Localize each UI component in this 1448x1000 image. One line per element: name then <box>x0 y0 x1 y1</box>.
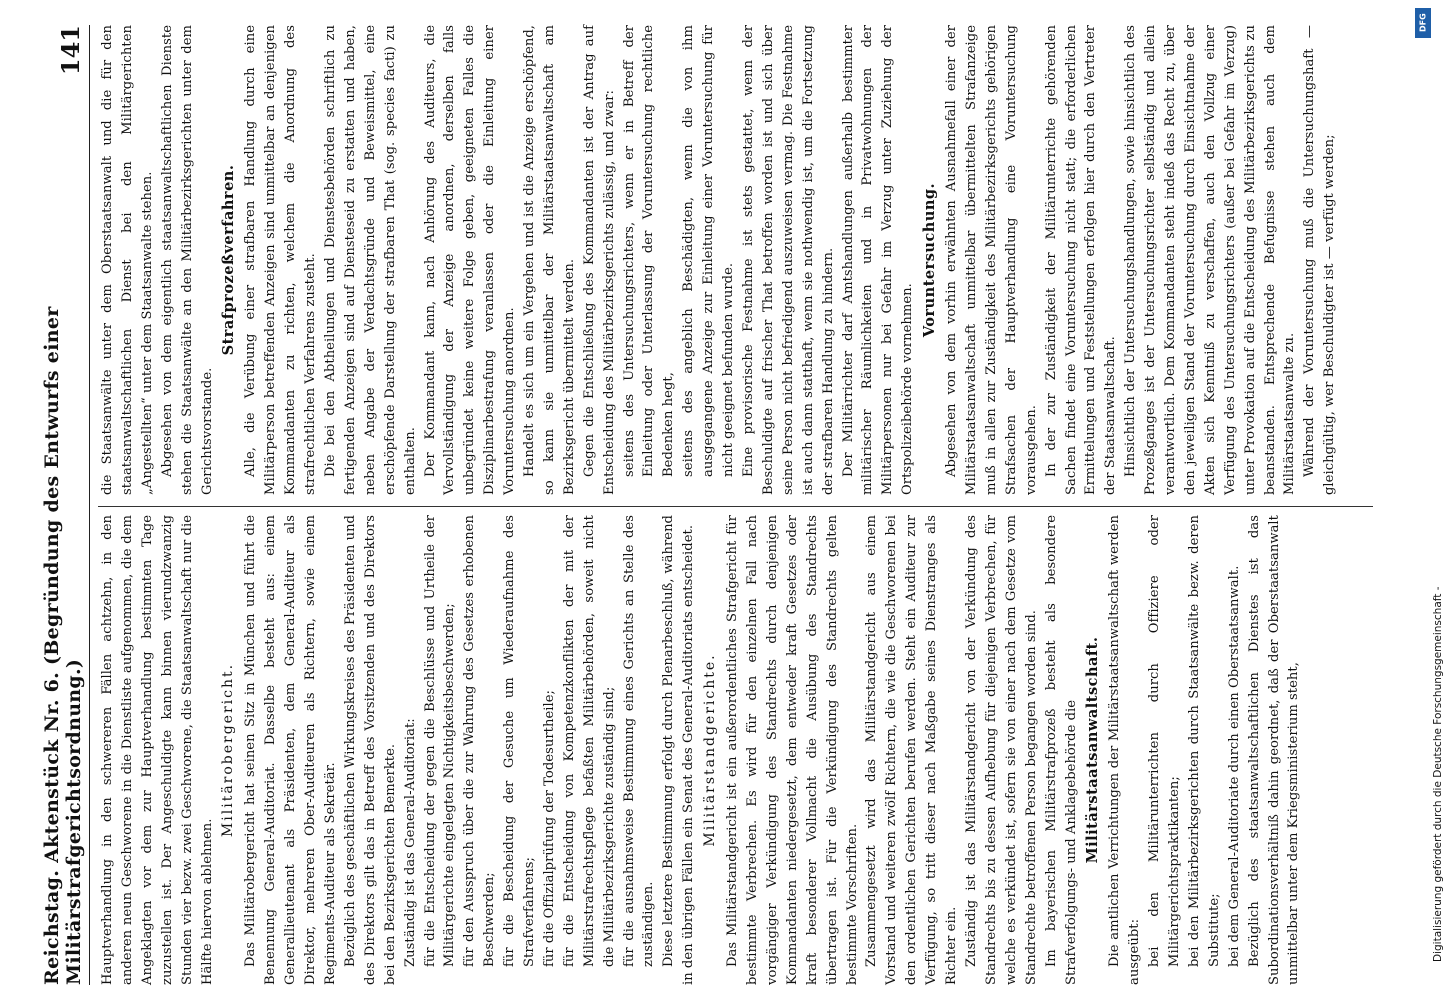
paragraph: Der Kommandant kann, nach Anhörung des Auditeurs, die Vervollständigung der Anzeige anordnen, derselben falls unbegründet keine weitere Folge geben, geeigneten Falles die Disziplinarbestrafung veranlassen oder die Einleitung einer Voruntersuchung anordnen. <box>422 25 518 495</box>
digitization-note-text: Digitalisierung gefördert durch die Deutsche Forschungsgemeinschaft - <box>1432 586 1444 962</box>
digitization-note <box>1410 22 1444 982</box>
list-item: für die Bescheidung der Gesuche um Wiederaufnahme des Strafverfahrens; <box>502 515 538 967</box>
paragraph: Abgesehen von dem eigentlich staatsanwaltschaftlichen Dienste stehen die Staatsanwälte an den Militärbezirksgerichten unter dem Gerichtsvorstande. <box>159 25 215 495</box>
column-left <box>98 515 1373 985</box>
list-item: für die ausnahmsweise Bestimmung eines Gerichts an Stelle des zuständigen. <box>621 515 657 967</box>
paragraph: Abgesehen von dem vorhin erwähnten Ausnahmefall einer der Militärstaatsanwaltschaft unmittelbar übermittelten Strafanzeige muß in allen zur Zuständigkeit des Militärbezirksgerichts gehörigen Strafsachen der Hauptverhandlung eine Voruntersuchung vorausgehen. <box>944 25 1039 495</box>
list-item: bei den Militärbezirksgerichten durch Staatsanwälte bezw. deren Substitute; <box>1186 515 1222 967</box>
section-heading: Voruntersuchung. <box>921 182 939 338</box>
section-heading: Militärstandgerichte. <box>702 653 719 847</box>
paragraph: Eine provisorische Festnahme ist stets gestattet, wenn der Beschuldigte auf frischer That betroffen worden ist und sich über seine Person nicht befriedigend auszuweisen vermag. Die Festnahme ist auch dann statthaft, wenn sie nothwendig ist, um die Fortsetzung der strafbaren Handlung zu hindern. <box>741 25 836 495</box>
dfg-logo: DFG <box>1415 8 1431 38</box>
page-number: 141 <box>56 25 85 76</box>
text-columns <box>98 25 1373 985</box>
paragraph: Das Militärobergericht hat seinen Sitz in München und führt die Benennung General-Auditoriat. Dasselbe besteht aus: einem Generallieutenant als Präsidenten, dem General-Auditeur als Direktor, mehreren Ober-Auditeuren als Richtern, sowie einem Regiments-Auditeur als Sekretär. <box>243 515 338 985</box>
column-right <box>98 25 1373 495</box>
header-title: Reichstag. Aktenstück Nr. 6. (Begründung des Entwurfs einer Militärstrafgerichtsordnung.) <box>41 306 85 985</box>
section-heading: Strafprozeßverfahren. <box>220 164 238 356</box>
paragraph: Das Militärstandgericht ist ein außerordentliches Strafgericht für bestimmte Verbrechen. Es wird für den einzelnen Fall nach vorgängiger Verkündigung des Standrechts durch denjenigen Kommandanten niedergesetzt, dem entweder kraft Gesetzes oder kraft besonderer Vollmacht die Ausübung des Standrechts übertragen ist. Für die Verkündigung des Standrechts gelten bestimmte Vorschriften. <box>725 515 860 985</box>
paragraph: Bezüglich des geschäftlichen Wirkungskreises des Präsidenten und des Direktors gilt das in Betreff des Vorsitzenden und des Direktors bei den Bezirksgerichten Bemerkte. <box>342 515 398 985</box>
paragraph: die Staatsanwälte unter dem Oberstaatsanwalt und die für den staatsanwaltschaftlichen Dienst bei den Militärgerichten „Angestellten“ unter dem Staatsanwalte stehen. <box>100 25 155 495</box>
section-heading: Militärobergericht. <box>220 662 237 838</box>
paragraph: In der zur Zuständigkeit der Militärunterrichte gehörenden Sachen findet eine Voruntersuchung nicht statt; die erforderlichen Ermittelungen und Feststellungen erfolgen hier durch den Vertreter der Staatsanwaltschaft. <box>1043 25 1119 495</box>
paragraph: Handelt es sich um ein Vergehen und ist die Anzeige erschöpfend, so kann sie unmittelbar der Militärstaatsanwaltschaft am Bezirksgericht übermittelt werden. <box>522 25 577 495</box>
paragraph: Der Militärrichter darf Amtshandlungen außerhalb bestimmter militärischer Räumlichkeiten und in Privatwohnungen der Militärpersonen nur bei Gefahr im Verzug unter Zuziehung der Ortspolizeibehörde vornehmen. <box>840 25 916 495</box>
paragraph: Zusammengesetzt wird das Militärstandgericht aus einem Vorstand und weiteren zwölf Richtern, die wie die Geschworenen bei den ordentlichen Gerichten berufen werden. Steht ein Auditeur zur Verfügung, so tritt dieser nach Maßgabe seines Dienstranges als Richter ein. <box>864 515 960 985</box>
paragraph: Gegen die Entschließung des Kommandanten ist der Antrag auf Entscheidung des Militärbezirksgerichts zulässig, und zwar: <box>581 25 617 495</box>
list-item: für die Offizialprüfung der Todesurtheile; <box>541 690 557 967</box>
paragraph: Während der Voruntersuchung muß die Untersuchungshaft — gleichgültig, wer Beschuldigter ist — verfügt werden; <box>1302 25 1338 495</box>
rotated-document-page <box>41 25 1380 985</box>
paragraph: Hinsichtlich der Untersuchungshandlungen, sowie hinsichtlich des Prozeßganges ist der Untersuchungsrichter selbständig und allein verantwortlich. Dem Kommandanten steht indeß das Recht zu, über den jeweiligen Stand der Voruntersuchung durch Einsichtnahme der Akten sich Kenntniß zu verschaffen, auch den Vollzug einer Verfügung des Untersuchungsrichters (außer bei Gefahr im Verzug) unter Provokation auf die Entscheidung des Militärbezirksgerichts zu beanstanden. Entsprechende Befugnisse stehen auch dem Militärstaatsanwalte zu. <box>1123 25 1298 495</box>
list-item: bei den Militärunterrichten durch Offiziere oder Militärgerichtspraktikanten; <box>1147 515 1183 967</box>
paragraph: Im bayerischen Militärstrafprozeß besteht als besondere Strafverfolgungs- und Anklagebehörde die <box>1043 515 1079 985</box>
paragraph: Alle, die Verübung einer strafbaren Handlung durch eine Militärperson betreffenden Anzeigen sind unmittelbar an denjenigen Kommandanten zu richten, welchem die Anordnung des strafrechtlichen Verfahrens zusteht. <box>243 25 319 495</box>
paragraph: Zuständig ist das General-Auditoriat: <box>402 718 418 967</box>
paragraph: Bezüglich des staatsanwaltschaftlichen Dienstes ist das Subordinationsverhältniß dahin geordnet, daß der Oberstaatsanwalt unmittelbar unter dem Kriegsministerium steht, <box>1246 515 1302 985</box>
paragraph: Hauptverhandlung in den schwereren Fällen achtzehn, in den anderen neun Geschworene in die Dienstliste aufgenommen, die dem Angeklagten vor dem zur Hauptverhandlung bestimmten Tage zuzustellen ist. Der Angeschuldigte kann binnen vierundzwanzig Stunden vier bezw. zwei Geschworene, die Staatsanwaltschaft nur die Hälfte hiervon ablehnen. <box>100 515 215 985</box>
list-item: bei dem General-Auditoriate durch einen Oberstaatsanwalt. <box>1226 565 1242 967</box>
paragraph: Die amtlichen Verrichtungen der Militärstaatsanwaltschaft werden ausgeübt: <box>1107 515 1143 985</box>
paragraph: Die bei den Abtheilungen und Dienstesbehörden schriftlich zu fertigenden Anzeigen sind auf Diensteseid zu erstatten und haben, neben Angabe der Verdachtsgründe und Beweismittel, eine erschöpfende Darstellung der strafbaren That (sog. species facti) zu enthalten. <box>322 25 418 495</box>
section-heading: Militärstaatsanwaltschaft. <box>1084 636 1102 864</box>
list-item: für den Ausspruch über die zur Wahrung des Gesetzes erhobenen Beschwerden; <box>462 515 498 967</box>
column-divider <box>98 506 1373 507</box>
paragraph: Diese letztere Bestimmung erfolgt durch Plenarbeschluß, während in den übrigen Fällen ein Senat des General-Auditoriats entscheidet. <box>661 515 697 985</box>
list-item: seitens des Untersuchungsrichters, wenn er in Betreff der Einleitung oder Unterlassung der Voruntersuchung rechtliche Bedenken hegt, <box>621 25 677 477</box>
running-header <box>41 25 90 985</box>
list-item: für die Entscheidung der gegen die Beschlüsse und Urtheile der Militärgerichte eingelegten Nichtigkeitsbeschwerden; <box>422 515 458 967</box>
list-item: für die Entscheidung von Kompetenzkonflikten der mit der Militärstrafrechtspflege befaßten Militärbehörden, soweit nicht die Militärbezirksgerichte zuständig sind; <box>561 515 617 967</box>
paragraph: Zuständig ist das Militärstandgericht von der Verkündung des Standrechts bis zu dessen Aufhebung für diejenigen Verbrechen, für welche es verkündet ist, sofern sie von einer nach dem Gesetze vom Standrechte betroffenen Person begangen worden sind. <box>963 515 1039 985</box>
list-item: seitens des angeblich Beschädigten, wenn die von ihm ausgegangene Anzeige zur Einleitung einer Voruntersuchung für nicht geeignet befunden wurde. <box>681 25 737 477</box>
